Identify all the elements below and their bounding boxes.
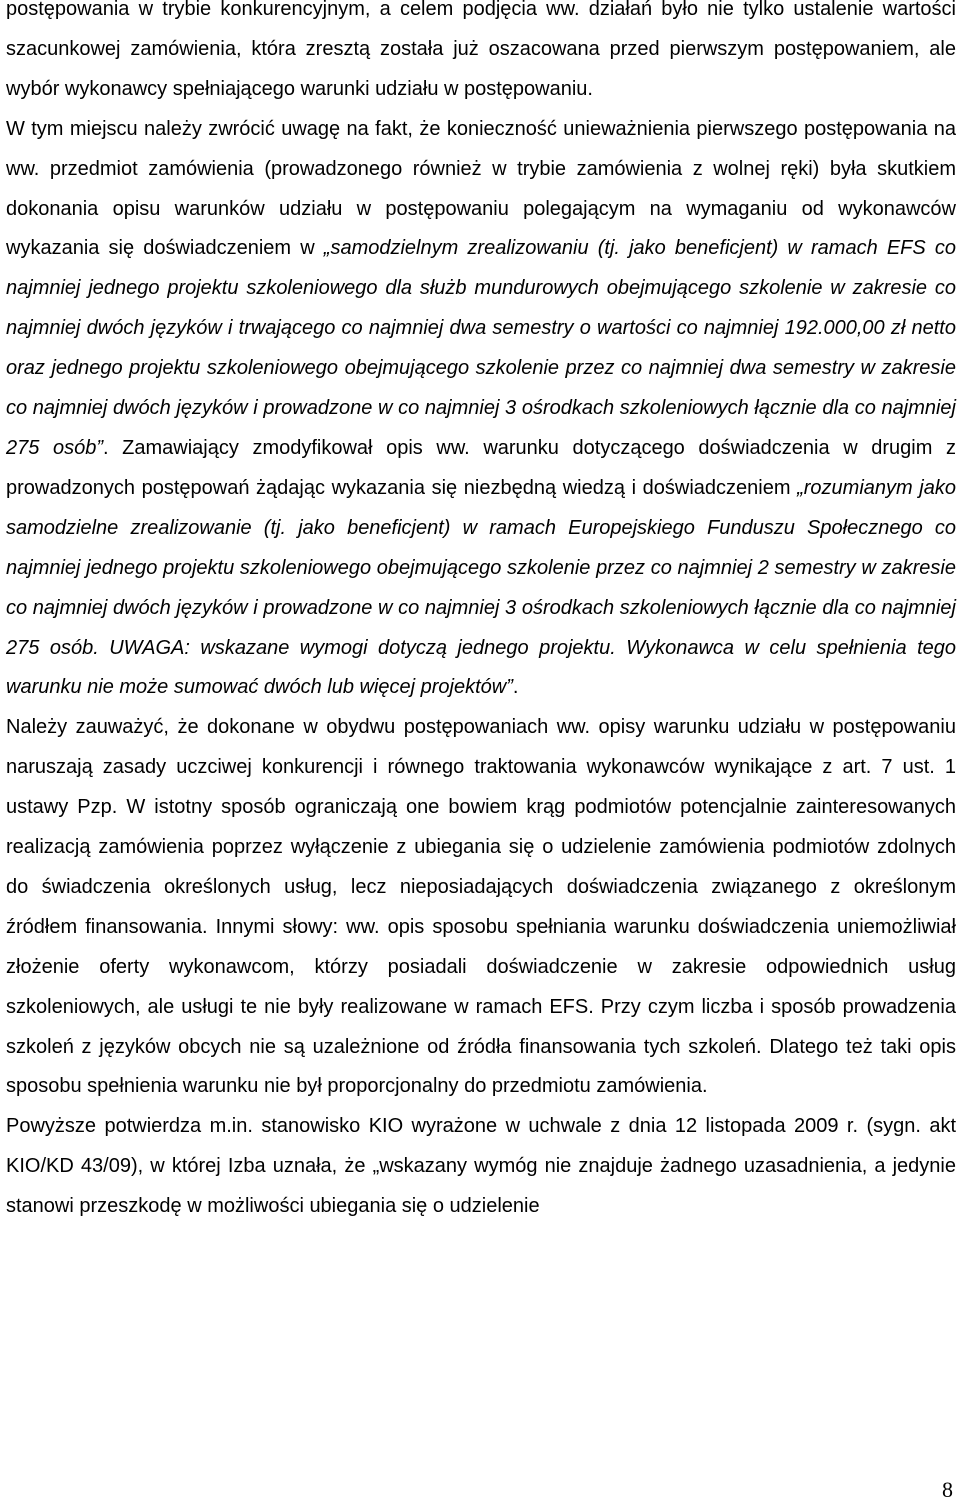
- paragraph-1: [6, 0, 956, 110]
- paragraph-2-text-a: W tym miejscu należy zwrócić uwagę na fakt, że konieczność unieważnienia pierwszego postępowania na ww. przedmiot zamówienia (prowadzonego również w trybie zamówienia z wolnej ręki) była skutkiem dokonania opisu warunków udziału w postępowaniu polegającym na wymaganiu od wykonawców wykazania się doświadczeniem w: [6, 117, 956, 260]
- paragraph-1-text: postępowania w trybie konkurencyjnym, a celem podjęcia ww. działań było nie tylko ustalenie wartości szacunkowej zamówienia, która zresztą została już oszacowana przed pierwszym postępowaniem, ale wybór wykonawcy spełniającego warunki udziału w postępowaniu.: [6, 0, 956, 100]
- paragraph-2-text-c: .: [512, 676, 519, 699]
- document-page: [6, 0, 956, 1227]
- paragraph-3: [6, 708, 956, 1107]
- paragraph-2-text-b: . Zamawiający zmodyfikował opis ww. warunku dotyczącego doświadczenia w drugim z prowadzonych postępowań żądając wykazania się niezbędną wiedzą i doświadczeniem: [6, 436, 956, 499]
- paragraph-2: [6, 110, 956, 709]
- paragraph-3-text: Należy zauważyć, że dokonane w obydwu postępowaniach ww. opisy warunku udziału w postępowaniu naruszają zasady uczciwej konkurencji i równego traktowania wykonawców wynikające z art. 7 ust. 1 ustawy Pzp. W istotny sposób ograniczają one bowiem krąg podmiotów potencjalnie zainteresowanych realizacją zamówienia poprzez wyłączenie z ubiegania się o udzielenie zamówienia podmiotów zdolnych do świadczenia określonych usług, lecz nieposiadających doświadczenia związanego z określonym źródłem finansowania. Innymi słowy: ww. opis sposobu spełniania warunku doświadczenia uniemożliwiał złożenie oferty wykonawcom, którzy posiadali doświadczenie w zakresie odpowiednich usług szkoleniowych, ale usługi te nie były realizowane w ramach EFS. Przy czym liczba i sposób prowadzenia szkoleń z języków obcych nie są uzależnione od źródła finansowania tych szkoleń. Dlatego też taki opis sposobu spełnienia warunku nie był proporcjonalny do przedmiotu zamówienia.: [6, 716, 956, 1098]
- page-number: 8: [942, 1477, 953, 1502]
- paragraph-4-text: Powyższe potwierdza m.in. stanowisko KIO wyrażone w uchwale z dnia 12 listopada 2009 r. (sygn. akt KIO/KD 43/09), w której Izba uznała, że „wskazany wymóg nie znajduje żadnego uzasadnienia, a jedynie stanowi przeszkodę w możliwości ubiegania się o udzielenie: [6, 1115, 956, 1218]
- paragraph-2-quote-2: „rozumianym jako samodzielne zrealizowanie (tj. jako beneficjent) w ramach Europejskiego Funduszu Społecznego co najmniej jednego projektu szkoleniowego obejmującego szkolenie przez co najmniej 2 semestry w zakresie co najmniej dwóch języków i prowadzone w co najmniej 3 ośrodkach szkoleniowych łącznie dla co najmniej 275 osób. UWAGA: wskazane wymogi dotyczą jednego projektu. Wykonawca w celu spełnienia tego warunku nie może sumować dwóch lub więcej projektów”: [6, 476, 956, 699]
- paragraph-4: [6, 1107, 956, 1227]
- paragraph-2-quote-1: „samodzielnym zrealizowaniu (tj. jako beneficjent) w ramach EFS co najmniej jednego projektu szkoleniowego dla służb mundurowych obejmującego szkolenie w zakresie co najmniej dwóch języków i trwającego co najmniej dwa semestry o wartości co najmniej 192.000,00 zł netto oraz jednego projektu szkoleniowego obejmującego szkolenie przez co najmniej dwa semestry w zakresie co najmniej dwóch języków i prowadzone w co najmniej 3 ośrodkach szkoleniowych łącznie dla co najmniej 275 osób”: [6, 237, 956, 459]
